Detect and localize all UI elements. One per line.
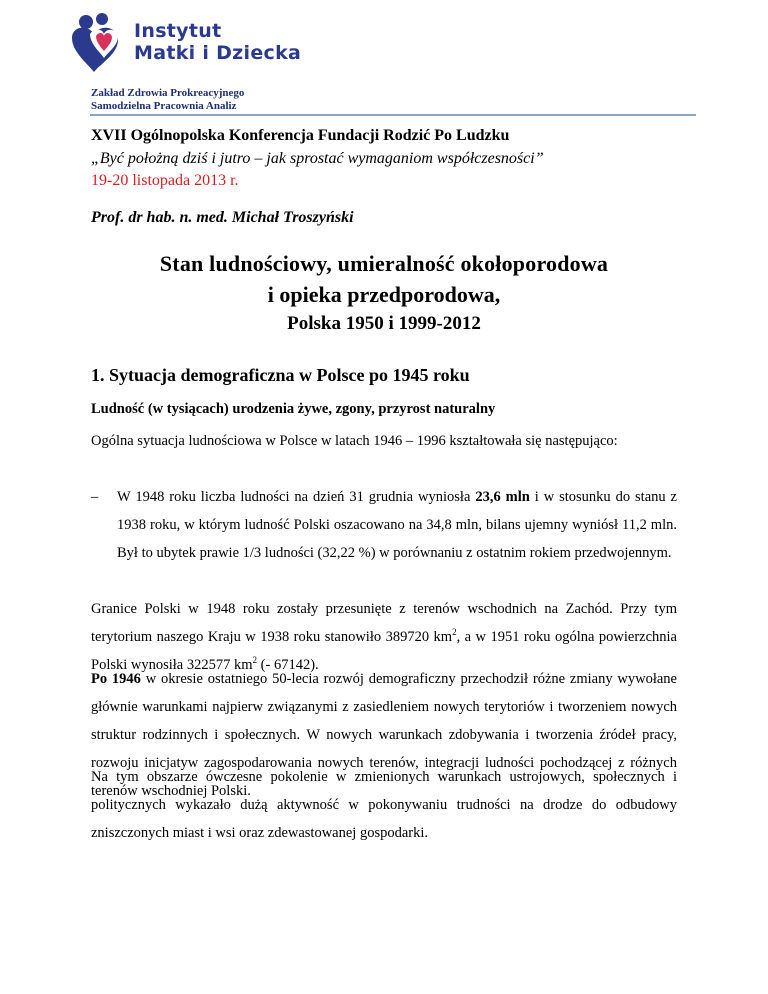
department-line-2: Samodzielna Pracownia Analiz: [91, 99, 237, 112]
header-divider: [90, 114, 696, 116]
paragraph-2-b: , a w 1951 roku ogólna powierzchnia Polski wynosiła 322577 km: [91, 629, 677, 673]
logo-wordmark: [134, 20, 301, 64]
list-item: [117, 483, 677, 567]
paragraph-2-c: (- 67142).: [257, 657, 319, 673]
main-title-line-1: Stan ludnościowy, umieralność okołoporodowa: [159, 251, 609, 276]
paragraph-1: Ogólna sytuacja ludnościowa w Polsce w latach 1946 – 1996 kształtowała się następująco:: [91, 433, 618, 449]
main-title-line-2: i opieka przedporodowa,: [267, 282, 501, 307]
logo-line-1: Instytut: [134, 20, 222, 42]
department-line-1: Zakład Zdrowia Prokreacyjnego: [91, 87, 245, 99]
list-item-text-pre: W 1948 roku liczba ludności na dzień 31 grudnia wyniosła: [117, 489, 476, 505]
subsection-heading: Ludność (w tysiącach) urodzenia żywe, zgony, przyrost naturalny: [91, 401, 496, 417]
conference-subtitle: „Być położną dziś i jutro – jak sprostać wymaganiom współczesności”: [91, 150, 544, 167]
main-title-line-3: Polska 1950 i 1999-2012: [287, 313, 481, 334]
logo-line-2: Matki i Dziecka: [134, 42, 302, 64]
author-name: Prof. dr hab. n. med. Michał Troszyński: [91, 209, 354, 226]
section-heading: 1. Sytuacja demograficzna w Polsce po 1945 roku: [91, 365, 470, 385]
list-item-text-post: i w stosunku do stanu z 1938 roku, w którym ludność Polski oszacowano na 34,8 mln, bilans ujemny wyniósł 11,2 mln. Był to ubytek prawie 1/3 ludności (32,22 %) w porównaniu z ostatnim rokiem przedwojennym.: [117, 489, 677, 561]
paragraph-4: Na tym obszarze ówczesne pokolenie w zmienionych warunkach ustrojowych, społecznych i politycznych wykazało dużą aktywność w pokonywaniu trudności na drodze do odbudowy zniszczonych miast i wsi oraz zdewastowanej gospodarki.: [91, 769, 677, 841]
paragraph-2-a: Granice Polski w 1948 roku zostały przesunięte z terenów wschodnich na Zachód. Przy tym terytorium naszego Kraju w 1938 roku stanowiło 389720 km: [91, 601, 677, 645]
conference-title: XVII Ogólnopolska Konferencja Fundacji Rodzić Po Ludzku: [91, 127, 510, 144]
superscript-1: 2: [452, 627, 457, 637]
superscript-2: 2: [252, 655, 258, 665]
list-dash: –: [91, 489, 99, 505]
list-item-bold: 23,6 mln: [475, 489, 530, 505]
conference-date: 19-20 listopada 2013 r.: [91, 172, 239, 189]
department-block: [91, 87, 244, 112]
paragraph-3-bold: Po 1946: [91, 671, 141, 687]
paragraph-3-rest: w okresie ostatniego 50-lecia rozwój demograficzny przechodził różne zmiany wywołane głównie warunkami najpierw związanymi z zasiedleniem nowych terytoriów i tworzeniem nowych struktur rodzinnych i społecznych. W nowych warunkach zdobywania i tworzenia źródeł pracy, rozwoju inicjatyw zagospodarowania nowych terenów, integracji ludności pochodzącej z różnych terenów wschodniej Polski.: [91, 671, 677, 799]
